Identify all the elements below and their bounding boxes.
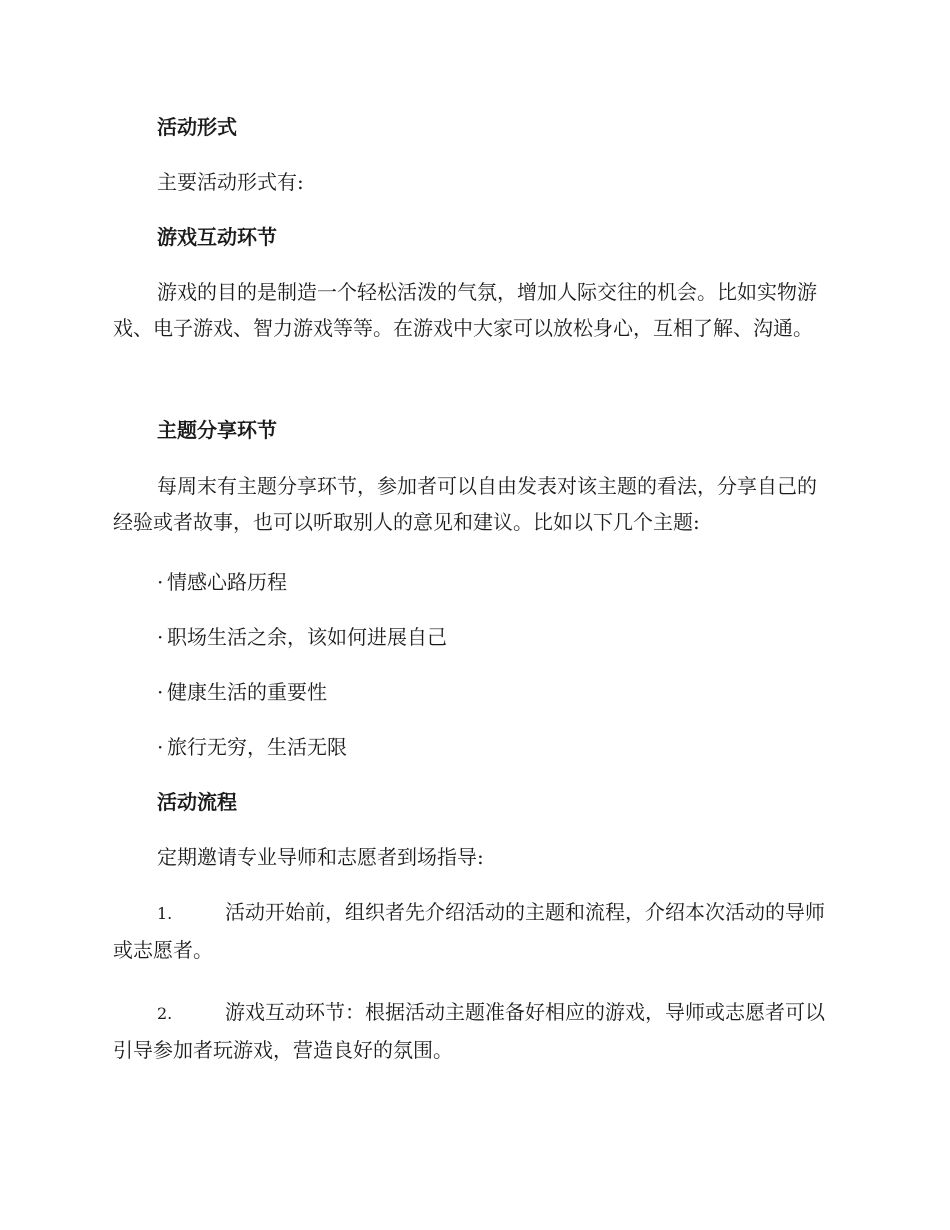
bullet-icon: · (157, 680, 164, 704)
step-text: 活动开始前，组织者先介绍活动的主题和流程，介绍本次活动的导师或志愿者。 (113, 900, 825, 962)
bullet-icon: · (157, 625, 164, 649)
paragraph-form-intro: 主要活动形式有: (157, 170, 304, 194)
step-text: 游戏互动环节：根据活动主题准备好相应的游戏，导师或志愿者可以引导参加者玩游戏，营造良好的氛围。 (113, 1000, 825, 1062)
list-item (157, 568, 287, 596)
paragraph-game-text: 游戏的目的是制造一个轻松活泼的气氛，增加人际交往的机会。比如实物游戏、电子游戏、智力游戏等等。在游戏中大家可以放松身心，互相了解、沟通。 (113, 280, 817, 340)
heading-activity-process: 活动流程 (157, 790, 237, 814)
topic-text: 职场生活之余，该如何进展自己 (167, 625, 447, 649)
step-number: 1. (157, 904, 173, 923)
topic-text: 情感心路历程 (167, 570, 287, 594)
list-item (157, 623, 447, 651)
topic-text: 健康生活的重要性 (167, 680, 327, 704)
heading-activity-form: 活动形式 (157, 115, 237, 139)
heading-topic-sharing: 主题分享环节 (157, 418, 277, 442)
topic-text: 旅行无穷，生活无限 (167, 735, 347, 759)
numbered-step (113, 994, 833, 1068)
numbered-step (113, 894, 833, 968)
list-item (157, 733, 347, 761)
step-number: 2. (157, 1004, 173, 1023)
list-item (157, 678, 327, 706)
bullet-icon: · (157, 735, 164, 759)
bullet-icon: · (157, 570, 164, 594)
paragraph-process-intro: 定期邀请专业导师和志愿者到场指导: (157, 845, 484, 869)
heading-game-interaction: 游戏互动环节 (157, 225, 277, 249)
paragraph-share-text: 每周末有主题分享环节，参加者可以自由发表对该主题的看法，分享自己的经验或者故事，也可以听取别人的意见和建议。比如以下几个主题: (113, 474, 817, 534)
